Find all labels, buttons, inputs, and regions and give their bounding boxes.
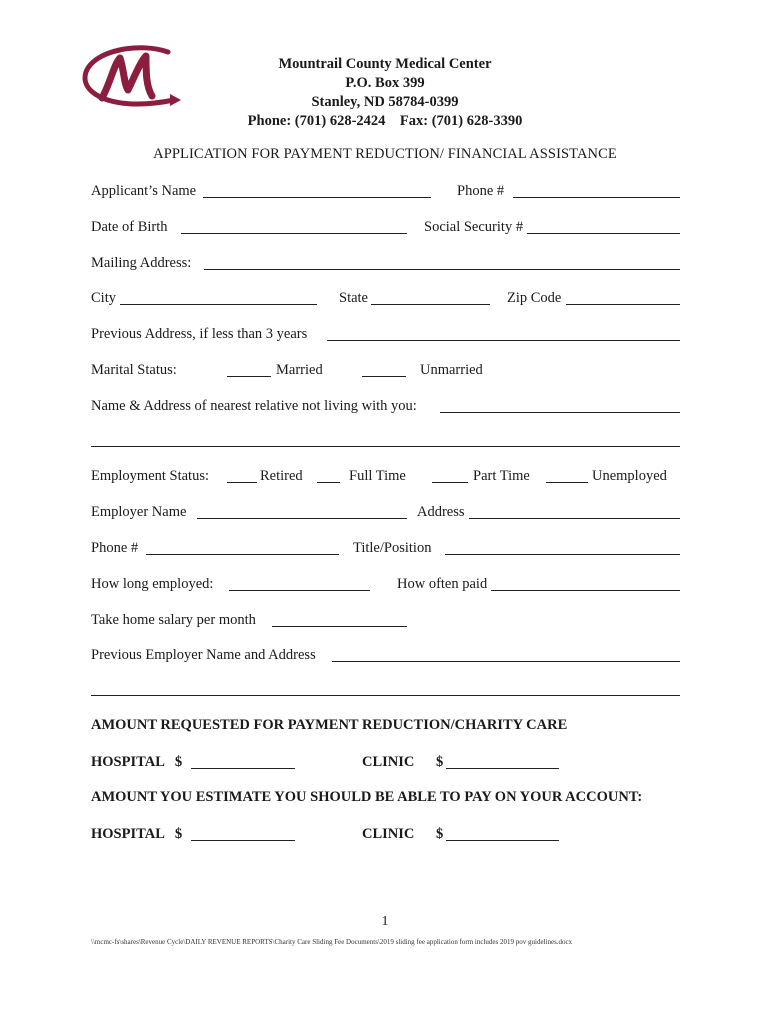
org-address-line1: P.O. Box 399 <box>345 75 425 91</box>
estimate-clinic-field[interactable] <box>446 840 559 841</box>
estimate-clinic-dollar: $ <box>436 826 444 842</box>
row-mailing <box>91 254 680 274</box>
page-number: 1 <box>381 914 389 929</box>
part-time-label: Part Time <box>473 468 530 484</box>
row-employment-length <box>91 575 680 595</box>
row-dob <box>91 218 680 238</box>
previous-employer-field[interactable] <box>332 661 680 662</box>
nearest-relative-label: Name & Address of nearest relative not living with you: <box>91 398 417 414</box>
applicant-name-field[interactable] <box>203 197 431 198</box>
row-employer <box>91 503 680 523</box>
retired-checkbox[interactable] <box>227 482 257 483</box>
mailing-address-label: Mailing Address: <box>91 255 192 271</box>
employer-address-field[interactable] <box>469 518 680 519</box>
part-time-checkbox[interactable] <box>432 482 468 483</box>
dob-label: Date of Birth <box>91 219 168 235</box>
row-applicant <box>91 182 680 202</box>
estimate-clinic-label: CLINIC <box>362 826 415 842</box>
row-amount-estimate <box>91 825 680 845</box>
unmarried-label: Unmarried <box>420 362 483 378</box>
state-field[interactable] <box>371 304 490 305</box>
zip-label: Zip Code <box>507 290 562 306</box>
take-home-salary-field[interactable] <box>272 626 407 627</box>
row-salary <box>91 611 680 631</box>
estimate-hospital-label: HOSPITAL $ <box>91 826 183 842</box>
dob-field[interactable] <box>181 233 407 234</box>
org-address-line2: Stanley, ND 58784-0399 <box>311 94 459 110</box>
phone-label: Phone # <box>457 183 505 199</box>
unmarried-checkbox[interactable] <box>362 376 406 377</box>
unemployed-label: Unemployed <box>592 468 667 484</box>
employer-name-label: Employer Name <box>91 504 187 520</box>
marital-status-label: Marital Status: <box>91 362 177 378</box>
requested-hospital-field[interactable] <box>191 768 295 769</box>
previous-address-field[interactable] <box>327 340 680 341</box>
row-city <box>91 289 680 309</box>
row-relative <box>91 397 680 417</box>
full-time-label: Full Time <box>349 468 406 484</box>
row-amount-requested <box>91 753 680 773</box>
phone-field[interactable] <box>513 197 680 198</box>
city-label: City <box>91 290 116 306</box>
employer-phone-field[interactable] <box>146 554 339 555</box>
how-long-employed-field[interactable] <box>229 590 370 591</box>
row-employer-phone <box>91 539 680 559</box>
footer-file-path: \\mcmc-fs\shares\Revenue Cycle\DAILY REVENUE REPORTS\Charity Care Sliding Fee Documents\2019 sliding fee application form includes 2019 pov guidelines.docx <box>91 938 573 946</box>
title-position-label: Title/Position <box>353 540 432 556</box>
row-previous-employer <box>91 646 680 666</box>
state-label: State <box>339 290 368 306</box>
requested-clinic-field[interactable] <box>446 768 559 769</box>
unemployed-checkbox[interactable] <box>546 482 588 483</box>
org-name: Mountrail County Medical Center <box>278 56 492 72</box>
employer-name-field[interactable] <box>197 518 407 519</box>
amount-requested-heading: AMOUNT REQUESTED FOR PAYMENT REDUCTION/CHARITY CARE <box>91 717 568 733</box>
requested-clinic-label: CLINIC <box>362 754 415 770</box>
nearest-relative-field-line2[interactable] <box>91 446 680 447</box>
mailing-address-field[interactable] <box>204 269 680 270</box>
married-checkbox[interactable] <box>227 376 271 377</box>
full-time-checkbox[interactable] <box>317 482 340 483</box>
org-phone-fax: Phone: (701) 628-2424 Fax: (701) 628-3390 <box>247 113 523 129</box>
ssn-field[interactable] <box>527 233 680 234</box>
applicant-name-label: Applicant’s Name <box>91 183 197 199</box>
row-previous-address <box>91 325 680 345</box>
previous-employer-field-line2[interactable] <box>91 695 680 696</box>
how-often-paid-field[interactable] <box>491 590 680 591</box>
city-field[interactable] <box>120 304 317 305</box>
ssn-label: Social Security # <box>424 219 524 235</box>
row-employment-status <box>91 467 680 487</box>
amount-estimate-heading: AMOUNT YOU ESTIMATE YOU SHOULD BE ABLE TO PAY ON YOUR ACCOUNT: <box>91 789 643 805</box>
how-often-paid-label: How often paid <box>397 576 488 592</box>
letterhead <box>0 55 770 131</box>
married-label: Married <box>276 362 323 378</box>
employer-address-label: Address <box>417 504 465 520</box>
previous-address-label: Previous Address, if less than 3 years <box>91 326 308 342</box>
nearest-relative-field[interactable] <box>440 412 680 413</box>
take-home-salary-label: Take home salary per month <box>91 612 256 628</box>
title-position-field[interactable] <box>445 554 680 555</box>
requested-hospital-label: HOSPITAL $ <box>91 754 183 770</box>
retired-label: Retired <box>260 468 303 484</box>
row-marital <box>91 361 680 381</box>
form-title: APPLICATION FOR PAYMENT REDUCTION/ FINANCIAL ASSISTANCE <box>153 146 617 162</box>
employer-phone-label: Phone # <box>91 540 139 556</box>
how-long-employed-label: How long employed: <box>91 576 214 592</box>
previous-employer-label: Previous Employer Name and Address <box>91 647 316 663</box>
employment-status-label: Employment Status: <box>91 468 210 484</box>
requested-clinic-dollar: $ <box>436 754 444 770</box>
estimate-hospital-field[interactable] <box>191 840 295 841</box>
zip-field[interactable] <box>566 304 680 305</box>
